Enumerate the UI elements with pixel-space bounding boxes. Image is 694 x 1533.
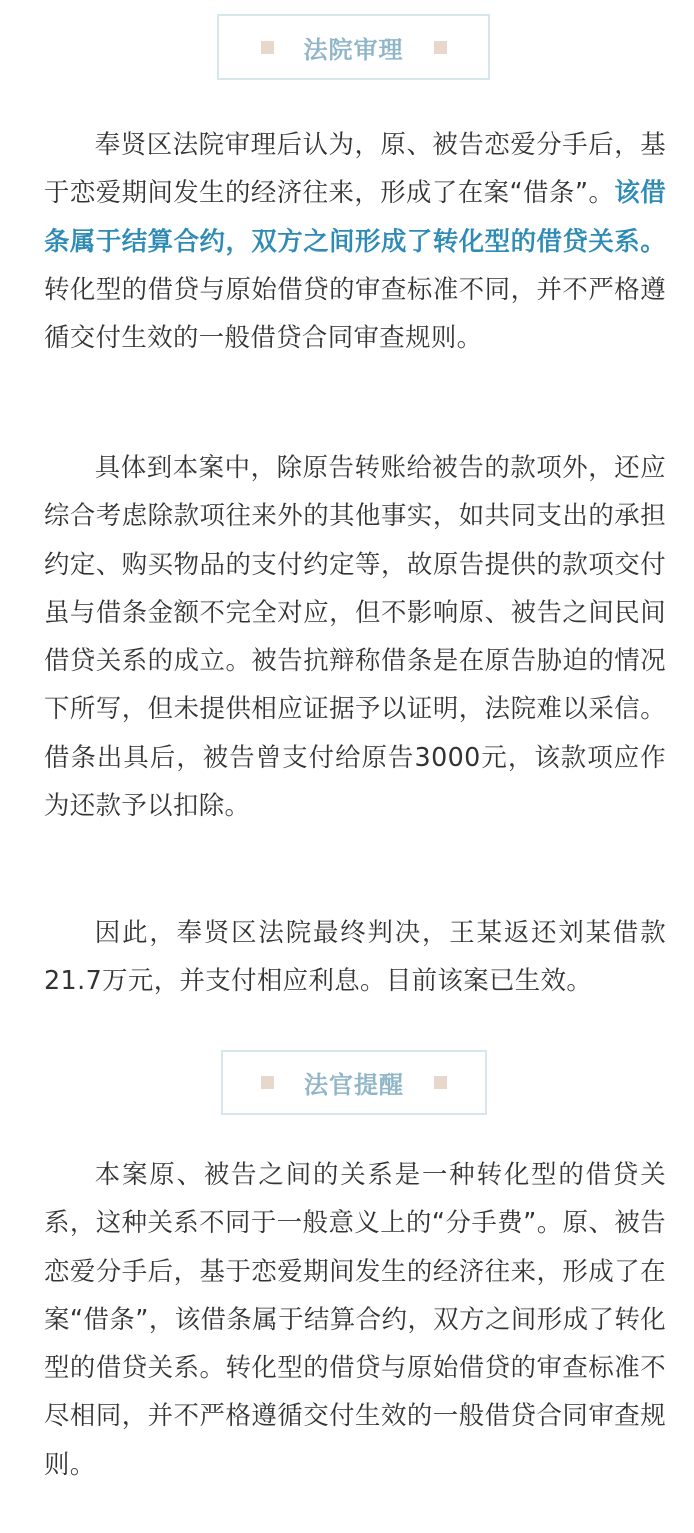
decorative-square-right bbox=[434, 1076, 447, 1089]
section-title: 法院审理 bbox=[303, 35, 404, 64]
section-header-judge-reminder bbox=[221, 1050, 487, 1115]
decorative-square-right bbox=[434, 41, 447, 54]
section-header-court-trial bbox=[217, 14, 490, 80]
paragraph: 本案原、被告之间的关系是一种转化型的借贷关系，这种关系不同于一般意义上的“分手费”。原、被告恋爱分手后，基于恋爱期间发生的经济往来，形成了在案“借条”，该借条属于结算合约，双方之间形成了转化型的借贷关系。转化型的借贷与原始借贷的审查标准不尽相同，并不严格遵循交付生效的一般借贷合同审查规则。 bbox=[44, 1159, 666, 1479]
paragraph bbox=[44, 120, 666, 361]
decorative-square-left bbox=[261, 1076, 274, 1089]
paragraph: 具体到本案中，除原告转账给被告的款项外，还应综合考虑除款项往来外的其他事实，如共同支出的承担约定、购买物品的支付约定等，故原告提供的款项交付虽与借条金额不完全对应，但不影响原、被告之间民间借贷关系的成立。被告抗辩称借条是在原告胁迫的情况下所写，但未提供相应证据予以证明，法院难以采信。借条出具后，被告曾支付给原告3000元，该款项应作为还款予以扣除。 bbox=[44, 452, 666, 821]
paragraph-text: 转化型的借贷与原始借贷的审查标准不同，并不严格遵循交付生效的一般借贷合同审查规则。 bbox=[44, 273, 666, 353]
highlighted-text: 该借条属于结算合约，双方之间形成了转化型的借贷关系。 bbox=[44, 177, 666, 256]
paragraph-text: 奉贤区法院审理后认为，原、被告恋爱分手后，基于恋爱期间发生的经济往来，形成了在案“借条”。 bbox=[44, 129, 666, 208]
section-title: 法官提醒 bbox=[304, 1071, 404, 1099]
paragraph: 因此，奉贤区法院最终判决，王某返还刘某借款21.7万元，并支付相应利息。目前该案已生效。 bbox=[44, 917, 666, 996]
decorative-square-left bbox=[261, 41, 274, 54]
